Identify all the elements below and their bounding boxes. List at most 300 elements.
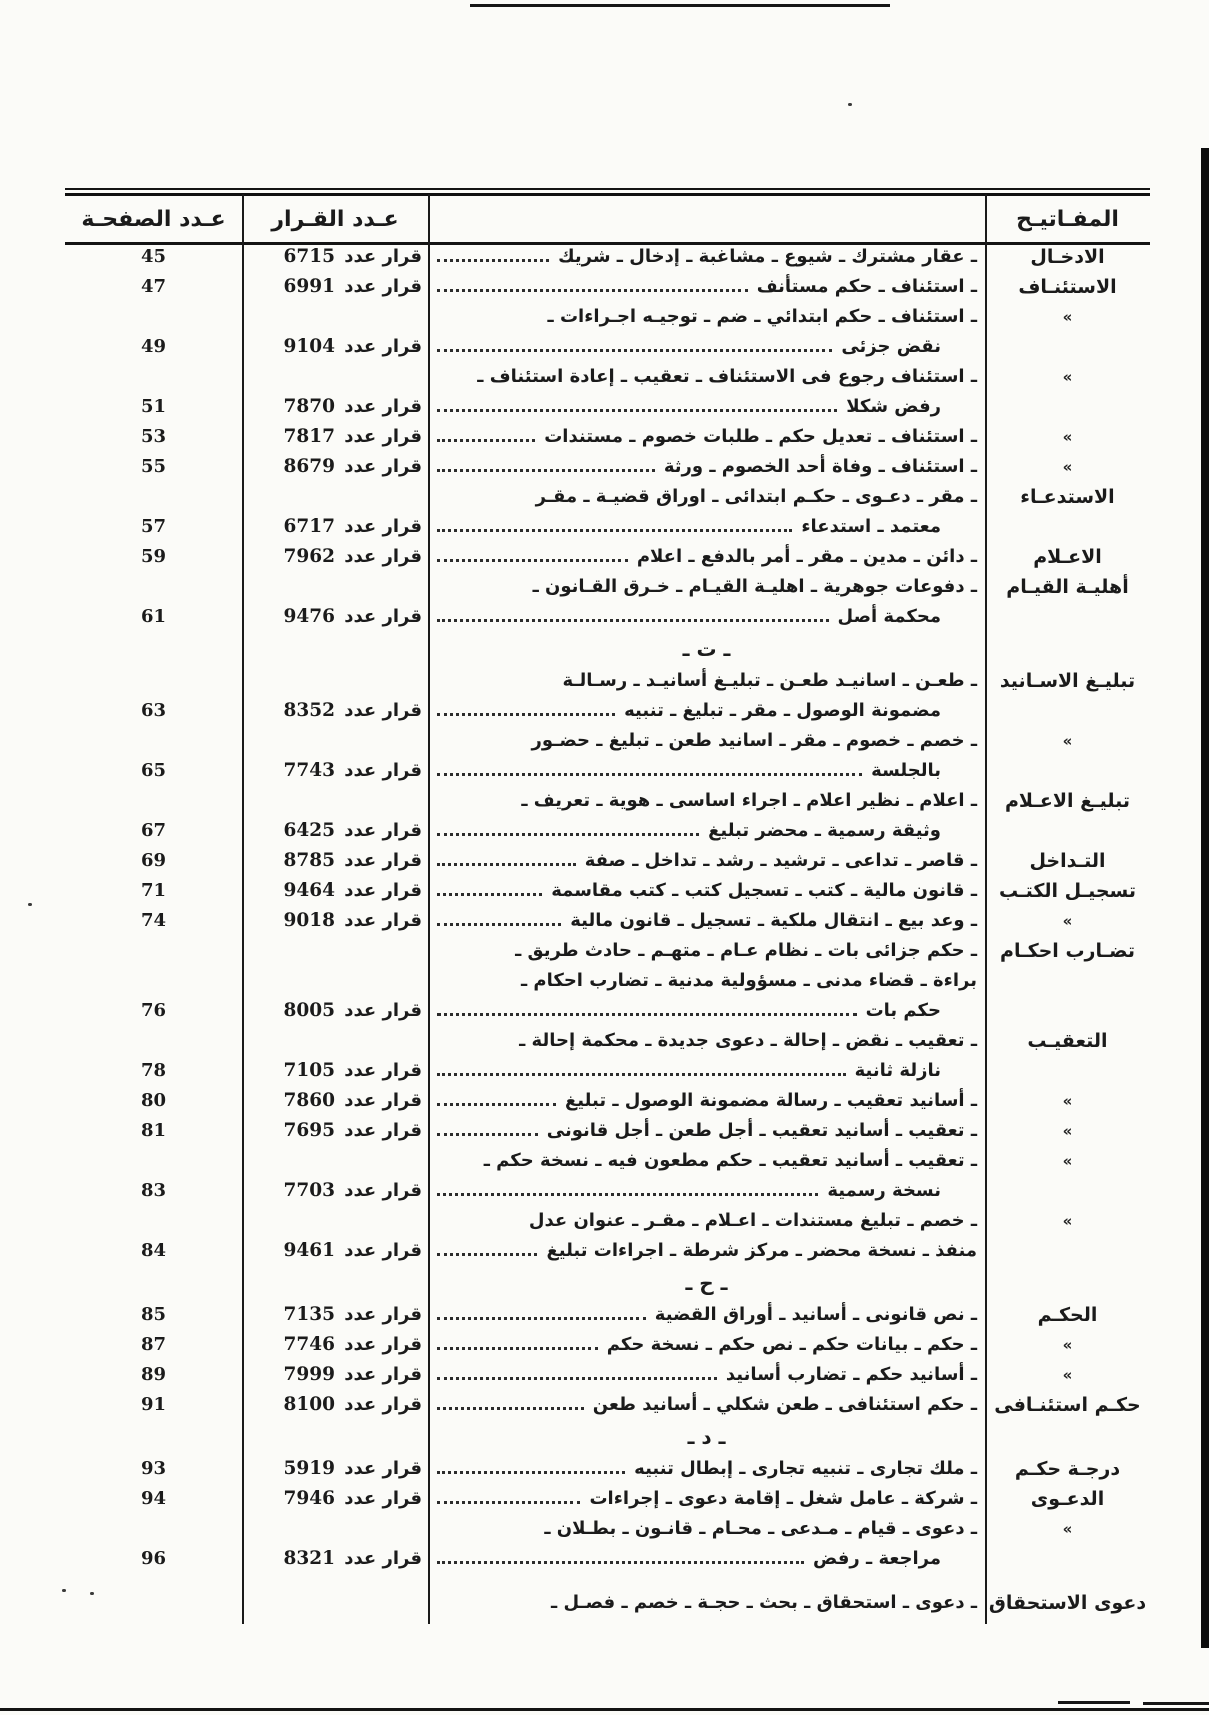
entry-decision — [242, 1056, 428, 1086]
decision-prefix: قرار عدد — [344, 546, 422, 567]
decision-prefix: قرار عدد — [344, 426, 422, 447]
topics-line — [428, 1390, 985, 1420]
entry-topics — [428, 452, 985, 482]
entry-decision — [242, 602, 428, 632]
decision-number: 6717 — [283, 516, 335, 537]
entry-page-number: 61 — [140, 606, 167, 627]
section-letter: ـ ت ـ — [682, 637, 731, 661]
entry-topics — [428, 362, 985, 422]
entry-topics — [428, 572, 985, 632]
decision-prefix: قرار عدد — [344, 396, 422, 417]
decision-number: 7703 — [283, 1180, 335, 1201]
dot-leader — [437, 863, 576, 866]
topics-line — [428, 1514, 985, 1544]
entry-page-number: 47 — [140, 276, 167, 297]
topics-line — [428, 1484, 985, 1514]
scan-artifact-top-edge — [470, 4, 890, 7]
column-divider-line-decision — [428, 194, 430, 1624]
entry-page-number: 59 — [140, 546, 167, 567]
header-page-number: عـدد الصفحـة — [65, 196, 242, 245]
topics-line — [428, 1206, 985, 1236]
topics-text: ـ استئناف ـ تعديل حكم ـ طلبات خصوم ـ مستندات — [544, 426, 977, 447]
dot-leader — [437, 893, 542, 896]
decision-prefix: قرار عدد — [344, 700, 422, 721]
dot-leader — [437, 349, 832, 352]
topics-text: ـ تعقيب ـ أسانيد تعقيب ـ أجل طعن ـ أجل قانونى — [546, 1120, 977, 1141]
index-entry-row — [65, 1116, 1150, 1146]
page-bottom-rule-segment — [1143, 1702, 1209, 1705]
decision-prefix: قرار عدد — [344, 1488, 422, 1509]
page-bottom-rule-segment — [1058, 1701, 1130, 1704]
entry-decision — [242, 1390, 428, 1420]
decision-prefix: قرار عدد — [344, 456, 422, 477]
decision-number: 7105 — [283, 1060, 335, 1081]
topics-line — [428, 1236, 985, 1266]
table-body — [65, 242, 1150, 1618]
entry-topics — [428, 786, 985, 846]
topics-text: نقض جزئى — [841, 336, 941, 357]
entry-page-number: 78 — [140, 1060, 167, 1081]
index-entry-row — [65, 242, 1150, 272]
entry-key-label: الاستئنـاف — [1018, 276, 1117, 298]
topics-text: ـ حكم استئنافى ـ طعن شكلي ـ أسانيد طعن — [592, 1394, 977, 1415]
entry-topics — [428, 906, 985, 936]
entry-page-number: 49 — [140, 336, 167, 357]
entry-key-label: حكـم استئنـافى — [994, 1394, 1141, 1416]
dot-leader — [437, 559, 628, 562]
dot-leader — [437, 1501, 580, 1504]
topics-text: ـ دفوعات جوهرية ـ اهليـة القيـام ـ خـرق القـانون ـ — [532, 576, 977, 597]
entry-page-number: 85 — [140, 1304, 167, 1325]
entry-decision — [242, 906, 428, 936]
entry-page-number: 87 — [140, 1334, 167, 1355]
decision-number: 9104 — [283, 336, 335, 357]
entry-decision — [242, 1300, 428, 1330]
topics-line — [428, 1056, 985, 1086]
topics-text: ـ استئناف ـ حكم ابتدائي ـ ضم ـ توجيـه اجـراءات ـ — [547, 306, 977, 327]
entry-topics — [428, 1300, 985, 1330]
decision-number: 9461 — [283, 1240, 335, 1261]
index-entry-row — [65, 572, 1150, 632]
entry-key-label: أهليـة القيـام — [1006, 576, 1129, 598]
section-letter: ـ ح ـ — [685, 1271, 728, 1295]
entry-key-label: » — [1062, 458, 1073, 476]
topics-line — [428, 1330, 985, 1360]
section-divider-row — [65, 1420, 1150, 1454]
entry-page-number: 80 — [140, 1090, 167, 1111]
topics-text: ـ تعقيب ـ نقض ـ إحالة ـ دعوى جديدة ـ محكمة إحالة ـ — [519, 1030, 977, 1051]
entry-key-label: » — [1062, 428, 1073, 446]
divider-spacer — [65, 1266, 242, 1300]
entry-key-label: الحكـم — [1037, 1304, 1098, 1326]
topics-line — [428, 1146, 985, 1176]
entry-key-label: » — [1062, 912, 1073, 930]
index-entry-row — [65, 1454, 1150, 1484]
topics-text: منفذ ـ نسخة محضر ـ مركز شرطة ـ اجراءات تبليغ — [546, 1240, 977, 1261]
index-entry-row — [65, 1514, 1150, 1574]
topics-text: ـ قانون مالية ـ كتب ـ تسجيل كتب ـ كتب مقاسمة — [551, 880, 977, 901]
entry-key-label: الاعـلام — [1033, 546, 1102, 568]
topics-line — [428, 242, 985, 272]
column-divider-line-page — [242, 194, 244, 1624]
decision-prefix: قرار عدد — [344, 850, 422, 871]
entry-topics — [428, 302, 985, 362]
entry-page-number: 93 — [140, 1458, 167, 1479]
entry-decision — [242, 1086, 428, 1116]
entry-topics — [428, 936, 985, 1026]
topics-line — [428, 482, 985, 512]
entry-key-label: » — [1062, 1092, 1073, 1110]
index-entry-row — [65, 1146, 1150, 1206]
topics-line — [428, 332, 985, 362]
index-entry-row — [65, 1588, 1150, 1618]
index-entry-row — [65, 362, 1150, 422]
topics-text: ـ استئناف ـ وفاة أحد الخصوم ـ ورثة — [663, 456, 977, 477]
index-entry-row — [65, 1206, 1150, 1266]
topics-text: ـ اعلام ـ نظير اعلام ـ اجراء اساسى ـ هوية ـ تعريف ـ — [521, 790, 977, 811]
entry-decision — [242, 332, 428, 362]
entry-topics — [428, 1588, 985, 1618]
topics-text: براءة ـ قضاء مدنى ـ مسؤولية مدنية ـ تضارب احكام ـ — [520, 970, 977, 991]
entry-key-label: » — [1062, 732, 1073, 750]
decision-number: 7870 — [283, 396, 335, 417]
divider-spacer — [242, 632, 428, 666]
topics-line — [428, 816, 985, 846]
dot-leader — [437, 1013, 857, 1016]
index-entry-row — [65, 786, 1150, 846]
decision-prefix: قرار عدد — [344, 1000, 422, 1021]
topics-line — [428, 996, 985, 1026]
entry-page-number: 57 — [140, 516, 167, 537]
topics-line — [428, 1544, 985, 1574]
entry-key-label: » — [1062, 1212, 1073, 1230]
entry-decision — [242, 1484, 428, 1514]
topics-text: مراجعة ـ رفض — [813, 1548, 941, 1569]
entry-decision — [242, 1360, 428, 1390]
decision-prefix: قرار عدد — [344, 1090, 422, 1111]
topics-text: معتمد ـ استدعاء — [801, 516, 941, 537]
topics-text: ـ حكم ـ بيانات حكم ـ نص حكم ـ نسخة حكم — [606, 1334, 977, 1355]
dot-leader — [437, 1103, 556, 1106]
dot-leader — [437, 1253, 537, 1256]
decision-number: 7695 — [283, 1120, 335, 1141]
dot-leader — [437, 259, 549, 262]
dot-leader — [437, 289, 748, 292]
entry-decision — [242, 846, 428, 876]
topics-line — [428, 906, 985, 936]
entry-decision — [242, 542, 428, 572]
topics-text: ـ قاصر ـ تداعى ـ ترشيد ـ رشد ـ تداخل ـ صفة — [584, 850, 977, 871]
entry-topics — [428, 1026, 985, 1086]
decision-prefix: قرار عدد — [344, 760, 422, 781]
index-entry-row — [65, 1330, 1150, 1360]
index-entry-row — [65, 302, 1150, 362]
entry-decision — [242, 696, 428, 726]
topics-text: ـ أسانيد حكم ـ تضارب أسانيد — [725, 1364, 977, 1385]
entry-key-label: درجـة حكـم — [1014, 1458, 1121, 1480]
topics-line — [428, 696, 985, 726]
entry-page-number: 67 — [140, 820, 167, 841]
table-top-rule — [65, 188, 1150, 196]
entry-key-label: » — [1062, 1122, 1073, 1140]
decision-number: 7817 — [283, 426, 335, 447]
decision-prefix: قرار عدد — [344, 516, 422, 537]
topics-text: ـ عقار مشترك ـ شيوع ـ مشاغبة ـ إدخال ـ شريك — [558, 246, 977, 267]
entry-key-label: تبليـغ الاسـانيد — [999, 670, 1136, 692]
decision-number: 8321 — [283, 1548, 335, 1569]
topics-text: ـ دائن ـ مدين ـ مقر ـ أمر بالدفع ـ اعلام — [636, 546, 977, 567]
entry-page-number: 83 — [140, 1180, 167, 1201]
section-divider-row — [65, 632, 1150, 666]
topics-text: وثيقة رسمية ـ محضر تبليغ — [708, 820, 941, 841]
dot-leader — [437, 1317, 646, 1320]
entry-key-label: تضـارب احكـام — [1000, 940, 1135, 962]
decision-prefix: قرار عدد — [344, 276, 422, 297]
decision-prefix: قرار عدد — [344, 1304, 422, 1325]
index-entry-row — [65, 726, 1150, 786]
entry-page-number: 45 — [140, 246, 167, 267]
entry-decision — [242, 816, 428, 846]
topics-text: ـ حكم جزائى بات ـ نظام عـام ـ متهـم ـ حادث طريق ـ — [515, 940, 977, 961]
topics-line — [428, 846, 985, 876]
entry-page-number: 71 — [140, 880, 167, 901]
scan-speck — [848, 103, 852, 106]
topics-line — [428, 452, 985, 482]
decision-prefix: قرار عدد — [344, 336, 422, 357]
index-entry-row — [65, 1484, 1150, 1514]
topics-text: ـ وعد بيع ـ انتقال ملكية ـ تسجيل ـ قانون مالية — [570, 910, 977, 931]
entry-decision — [242, 422, 428, 452]
decision-number: 6991 — [283, 276, 335, 297]
topics-text: ـ خصم ـ خصوم ـ مقر ـ اسانيد طعن ـ تبليغ ـ حضـور — [531, 730, 977, 751]
topics-text: ـ استئناف ـ حكم مستأنف — [756, 276, 977, 297]
decision-prefix: قرار عدد — [344, 1458, 422, 1479]
decision-number: 8100 — [283, 1394, 335, 1415]
entry-page-number: 53 — [140, 426, 167, 447]
header-keys: المفـاتيـح — [985, 196, 1150, 245]
entry-topics — [428, 1086, 985, 1116]
dot-leader — [437, 1471, 625, 1474]
entry-key-label: الاستدعـاء — [1020, 486, 1115, 508]
entry-decision — [242, 512, 428, 542]
topics-line — [428, 726, 985, 756]
entry-key-label: تسجيـل الكتـب — [998, 880, 1137, 902]
decision-prefix: قرار عدد — [344, 1240, 422, 1261]
topics-text: ـ تعقيب ـ أسانيد تعقيب ـ حكم مطعون فيه ـ نسخة حكم ـ — [483, 1150, 977, 1171]
dot-leader — [437, 409, 837, 412]
dot-leader — [437, 1133, 538, 1136]
entry-page-number: 74 — [140, 910, 167, 931]
header-decision-number: عـدد القـرار — [242, 196, 428, 245]
entry-key-label: » — [1062, 368, 1073, 386]
entry-page-number: 91 — [140, 1394, 167, 1415]
entry-page-number: 81 — [140, 1120, 167, 1141]
entry-page-number: 63 — [140, 700, 167, 721]
index-entry-row — [65, 1360, 1150, 1390]
decision-number: 8679 — [283, 456, 335, 477]
dot-leader — [437, 1407, 584, 1410]
decision-number: 9018 — [283, 910, 335, 931]
decisions-index-table — [65, 188, 1150, 1618]
entry-key-label: » — [1062, 1520, 1073, 1538]
entry-decision — [242, 272, 428, 302]
topics-line — [428, 786, 985, 816]
entry-key-label: » — [1062, 1366, 1073, 1384]
topics-line — [428, 1588, 985, 1618]
topics-text: حكم بات — [865, 1000, 941, 1021]
index-entry-row — [65, 482, 1150, 542]
decision-number: 7860 — [283, 1090, 335, 1111]
entry-page-number: 65 — [140, 760, 167, 781]
topics-text: بالجلسة — [871, 760, 941, 781]
entry-decision — [242, 242, 428, 272]
topics-line — [428, 936, 985, 966]
decision-number: 5919 — [283, 1458, 335, 1479]
decision-number: 7999 — [283, 1364, 335, 1385]
entry-page-number: 76 — [140, 1000, 167, 1021]
topics-line — [428, 1086, 985, 1116]
decision-prefix: قرار عدد — [344, 1060, 422, 1081]
entry-key-label: دعوى الاستحقاق — [988, 1592, 1147, 1614]
dot-leader — [437, 1073, 846, 1076]
dot-leader — [437, 1561, 804, 1564]
index-entry-row — [65, 1300, 1150, 1330]
decision-prefix: قرار عدد — [344, 246, 422, 267]
entry-topics — [428, 1390, 985, 1420]
decision-number: 6425 — [283, 820, 335, 841]
topics-line — [428, 422, 985, 452]
decision-prefix: قرار عدد — [344, 1120, 422, 1141]
entry-topics — [428, 272, 985, 302]
index-entry-row — [65, 876, 1150, 906]
header-topics — [428, 196, 985, 245]
entry-topics — [428, 1146, 985, 1206]
dot-leader — [437, 1193, 818, 1196]
entry-decision — [242, 756, 428, 786]
decision-prefix: قرار عدد — [344, 1334, 422, 1355]
topics-text: نازلة ثانية — [854, 1060, 941, 1081]
index-entry-row — [65, 846, 1150, 876]
topics-text: ـ طعـن ـ اسانيـد طعـن ـ تبليـغ أسانيـد ـ رسـالـة — [562, 670, 977, 691]
section-divider-row — [65, 1266, 1150, 1300]
page-bottom-rule — [0, 1708, 1209, 1711]
entry-topics — [428, 846, 985, 876]
topics-line — [428, 602, 985, 632]
entry-decision — [242, 452, 428, 482]
entry-topics — [428, 1514, 985, 1574]
topics-text: ـ ملك تجارى ـ تنبيه تجارى ـ إبطال تنبيه — [634, 1458, 977, 1479]
topics-line — [428, 1300, 985, 1330]
topics-line — [428, 272, 985, 302]
topics-line — [428, 1026, 985, 1056]
entry-key-label: التـداخل — [1029, 850, 1106, 872]
table-header-row — [65, 196, 1150, 242]
entry-page-number: 94 — [140, 1488, 167, 1509]
decision-prefix: قرار عدد — [344, 1394, 422, 1415]
dot-leader — [437, 439, 535, 442]
topics-line — [428, 876, 985, 906]
entry-decision — [242, 1330, 428, 1360]
decision-number: 8005 — [283, 1000, 335, 1021]
entry-decision — [242, 996, 428, 1026]
topics-text: ـ أسانيد تعقيب ـ رسالة مضمونة الوصول ـ تبليغ — [564, 1090, 977, 1111]
entry-key-label: » — [1062, 1152, 1073, 1170]
topics-line — [428, 1360, 985, 1390]
topics-line — [428, 1176, 985, 1206]
entry-topics — [428, 666, 985, 726]
topics-text: ـ شركة ـ عامل شغل ـ إقامة دعوى ـ إجراءات — [589, 1488, 977, 1509]
entry-topics — [428, 1484, 985, 1514]
topics-line — [428, 756, 985, 786]
entry-key-label: » — [1062, 1336, 1073, 1354]
decision-number: 7946 — [283, 1488, 335, 1509]
entry-topics — [428, 482, 985, 542]
entry-decision — [242, 876, 428, 906]
entry-decision — [242, 1454, 428, 1484]
entry-topics — [428, 1116, 985, 1146]
topics-line — [428, 392, 985, 422]
dot-leader — [437, 773, 862, 776]
dot-leader — [437, 713, 615, 716]
entry-page-number: 69 — [140, 850, 167, 871]
decision-prefix: قرار عدد — [344, 880, 422, 901]
entry-page-number: 96 — [140, 1548, 167, 1569]
dot-leader — [437, 833, 699, 836]
decision-number: 7962 — [283, 546, 335, 567]
scan-speck — [28, 903, 32, 906]
index-entry-row — [65, 542, 1150, 572]
entry-topics — [428, 1454, 985, 1484]
entry-page-number: 55 — [140, 456, 167, 477]
decision-number: 8352 — [283, 700, 335, 721]
entry-topics — [428, 876, 985, 906]
entry-topics — [428, 242, 985, 272]
topics-line — [428, 1454, 985, 1484]
dot-leader — [437, 619, 829, 622]
decision-number: 6715 — [283, 246, 335, 267]
entry-decision — [242, 1116, 428, 1146]
entry-topics — [428, 542, 985, 572]
index-entry-row — [65, 906, 1150, 936]
entry-decision — [242, 1544, 428, 1574]
entry-topics — [428, 1360, 985, 1390]
index-entry-row — [65, 936, 1150, 1026]
entry-key-label: التعقيـب — [1027, 1030, 1108, 1052]
decision-number: 9476 — [283, 606, 335, 627]
dot-leader — [437, 469, 655, 472]
index-entry-row — [65, 666, 1150, 726]
topics-text: ـ خصم ـ تبليغ مستندات ـ اعـلام ـ مقـر ـ عنوان عدل — [528, 1210, 977, 1231]
dot-leader — [437, 1377, 717, 1380]
entry-key-label: الادخـال — [1030, 246, 1105, 268]
topics-line — [428, 542, 985, 572]
entry-topics — [428, 1206, 985, 1266]
topics-line — [428, 362, 985, 392]
entry-page-number: 51 — [140, 396, 167, 417]
decision-number: 8785 — [283, 850, 335, 871]
divider-spacer — [242, 1266, 428, 1300]
scan-artifact-right-edge — [1201, 148, 1209, 1648]
entry-topics — [428, 422, 985, 452]
entry-key-label: » — [1062, 308, 1073, 326]
topics-line — [428, 572, 985, 602]
index-entry-row — [65, 1026, 1150, 1086]
topics-line — [428, 302, 985, 332]
topics-text: رفض شكلا — [846, 396, 941, 417]
entry-page-number: 84 — [140, 1240, 167, 1261]
divider-spacer — [242, 1420, 428, 1454]
topics-text: مضمونة الوصول ـ مقر ـ تبليغ ـ تنبيه — [624, 700, 941, 721]
